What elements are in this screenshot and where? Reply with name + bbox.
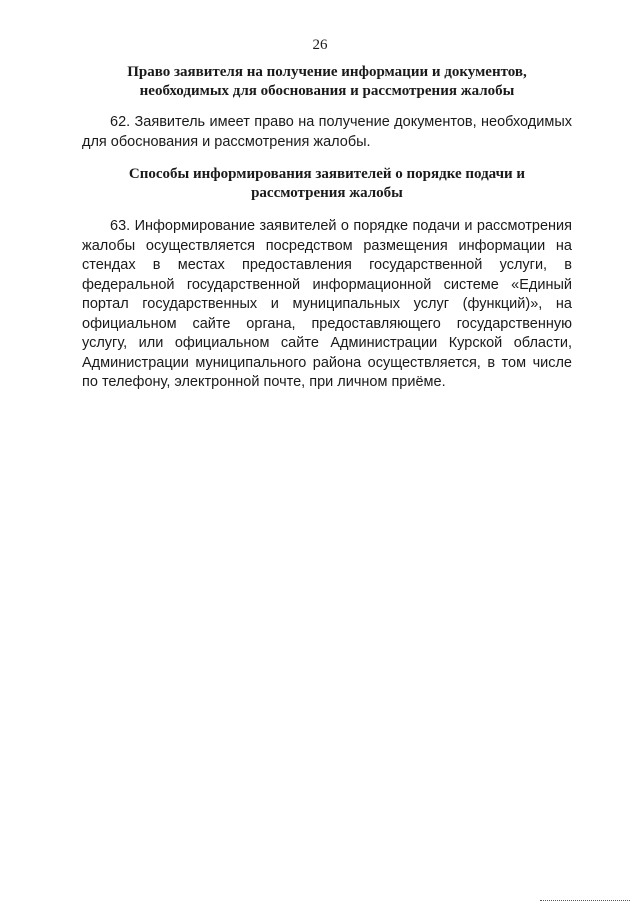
paragraph-62: 62. Заявитель имеет право на получение документов, необходимых для обоснования и рассмотрения жалобы. [82,114,572,150]
page-number: 26 [312,37,328,53]
paragraph-63: 63. Информирование заявителей о порядке подачи и рассмотрения жалобы осуществляется посредством размещения информации на стендах в местах предоставления государственной услуги, в федеральной государственной информационной системе «Единый портал государственных и муниципальных услуг (функций)», на официальном сайте органа, предоставляющего государственную услугу, или официальном сайте Администрации Курской области, Администрации муниципального района осуществляется, в том числе по телефону, электронной почте, при личном приёме. [82,218,572,390]
scan-edge-mark [540,900,630,901]
section-heading-informing-methods: Способы информирования заявителей о порядке подачи и рассмотрения жалобы [128,166,526,201]
section-heading-complainant-rights: Право заявителя на получение информации и документов, необходимых для обоснования и рассмотрения жалобы [127,64,527,99]
